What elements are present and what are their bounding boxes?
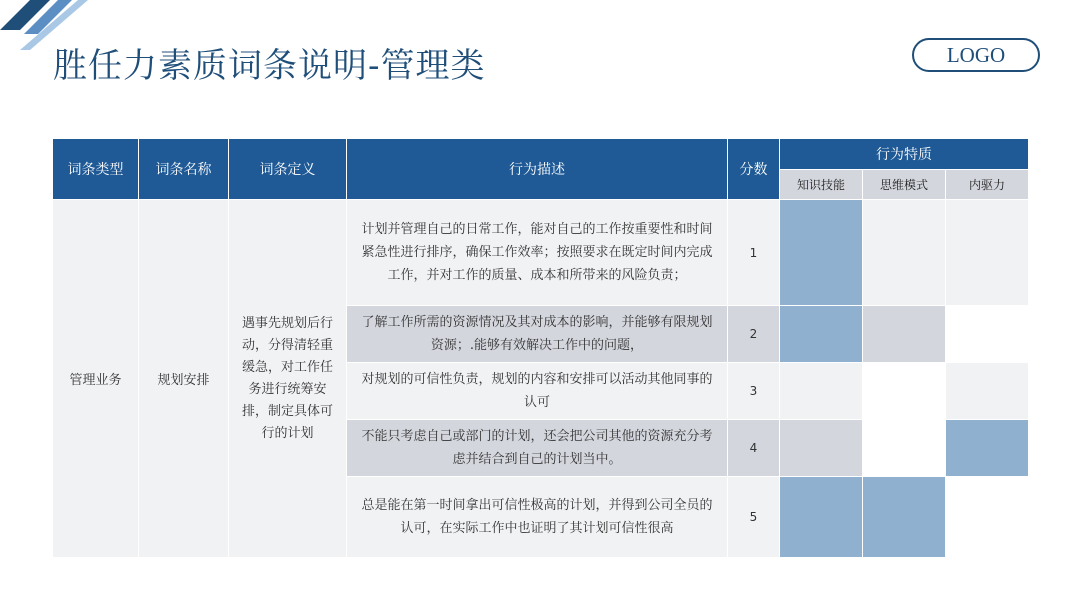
- trait-cell-marked: [780, 306, 863, 363]
- header-type: 词条类型: [53, 139, 139, 200]
- row-description: 对规划的可信性负责，规划的内容和安排可以活动其他同事的认可: [347, 363, 728, 420]
- trait-cell: [946, 200, 1029, 306]
- header-definition: 词条定义: [229, 139, 347, 200]
- header-trait-knowledge: 知识技能: [780, 170, 863, 200]
- header-trait-thinking: 思维模式: [863, 170, 946, 200]
- trait-cell-marked: [946, 420, 1029, 477]
- row-score: 2: [728, 306, 780, 363]
- header-description: 行为描述: [347, 139, 728, 200]
- trait-cell-marked: [780, 200, 863, 306]
- row-score: 3: [728, 363, 780, 420]
- header-score: 分数: [728, 139, 780, 200]
- competency-table: [52, 138, 1029, 558]
- trait-cell: [863, 200, 946, 306]
- row-score: 4: [728, 420, 780, 477]
- row-score: 5: [728, 477, 780, 558]
- trait-cell: [946, 306, 1029, 363]
- trait-cell-marked: [863, 477, 946, 558]
- row-description: 不能只考虑自己或部门的计划，还会把公司其他的资源充分考虑并结合到自己的计划当中。: [347, 420, 728, 477]
- entry-name: 规划安排: [139, 200, 229, 558]
- trait-cell-marked: [780, 477, 863, 558]
- trait-cell: [946, 363, 1029, 420]
- trait-cell: [863, 420, 946, 477]
- trait-cell: [863, 363, 946, 420]
- trait-cell: [863, 306, 946, 363]
- row-description: 总是能在第一时间拿出可信性极高的计划，并得到公司全员的认可，在实际工作中也证明了其计划可信性很高: [347, 477, 728, 558]
- entry-definition: 遇事先规划后行动，分得清轻重缓急，对工作任务进行统筹安排，制定具体可行的计划: [229, 200, 347, 558]
- page-title: 胜任力素质词条说明-管理类: [53, 46, 486, 86]
- header-trait-drive: 内驱力: [946, 170, 1029, 200]
- header-traits: 行为特质: [780, 139, 1029, 170]
- row-description: 计划并管理自己的日常工作，能对自己的工作按重要性和时间紧急性进行排序，确保工作效率；按照要求在既定时间内完成工作，并对工作的质量、成本和所带来的风险负责；: [347, 200, 728, 306]
- entry-type: 管理业务: [53, 200, 139, 558]
- row-description: 了解工作所需的资源情况及其对成本的影响，并能够有限规划资源；.能够有效解决工作中的问题，: [347, 306, 728, 363]
- header-name: 词条名称: [139, 139, 229, 200]
- trait-cell: [946, 477, 1029, 558]
- trait-cell: [780, 420, 863, 477]
- logo-badge: LOGO: [912, 38, 1040, 72]
- trait-cell: [780, 363, 863, 420]
- row-score: 1: [728, 200, 780, 306]
